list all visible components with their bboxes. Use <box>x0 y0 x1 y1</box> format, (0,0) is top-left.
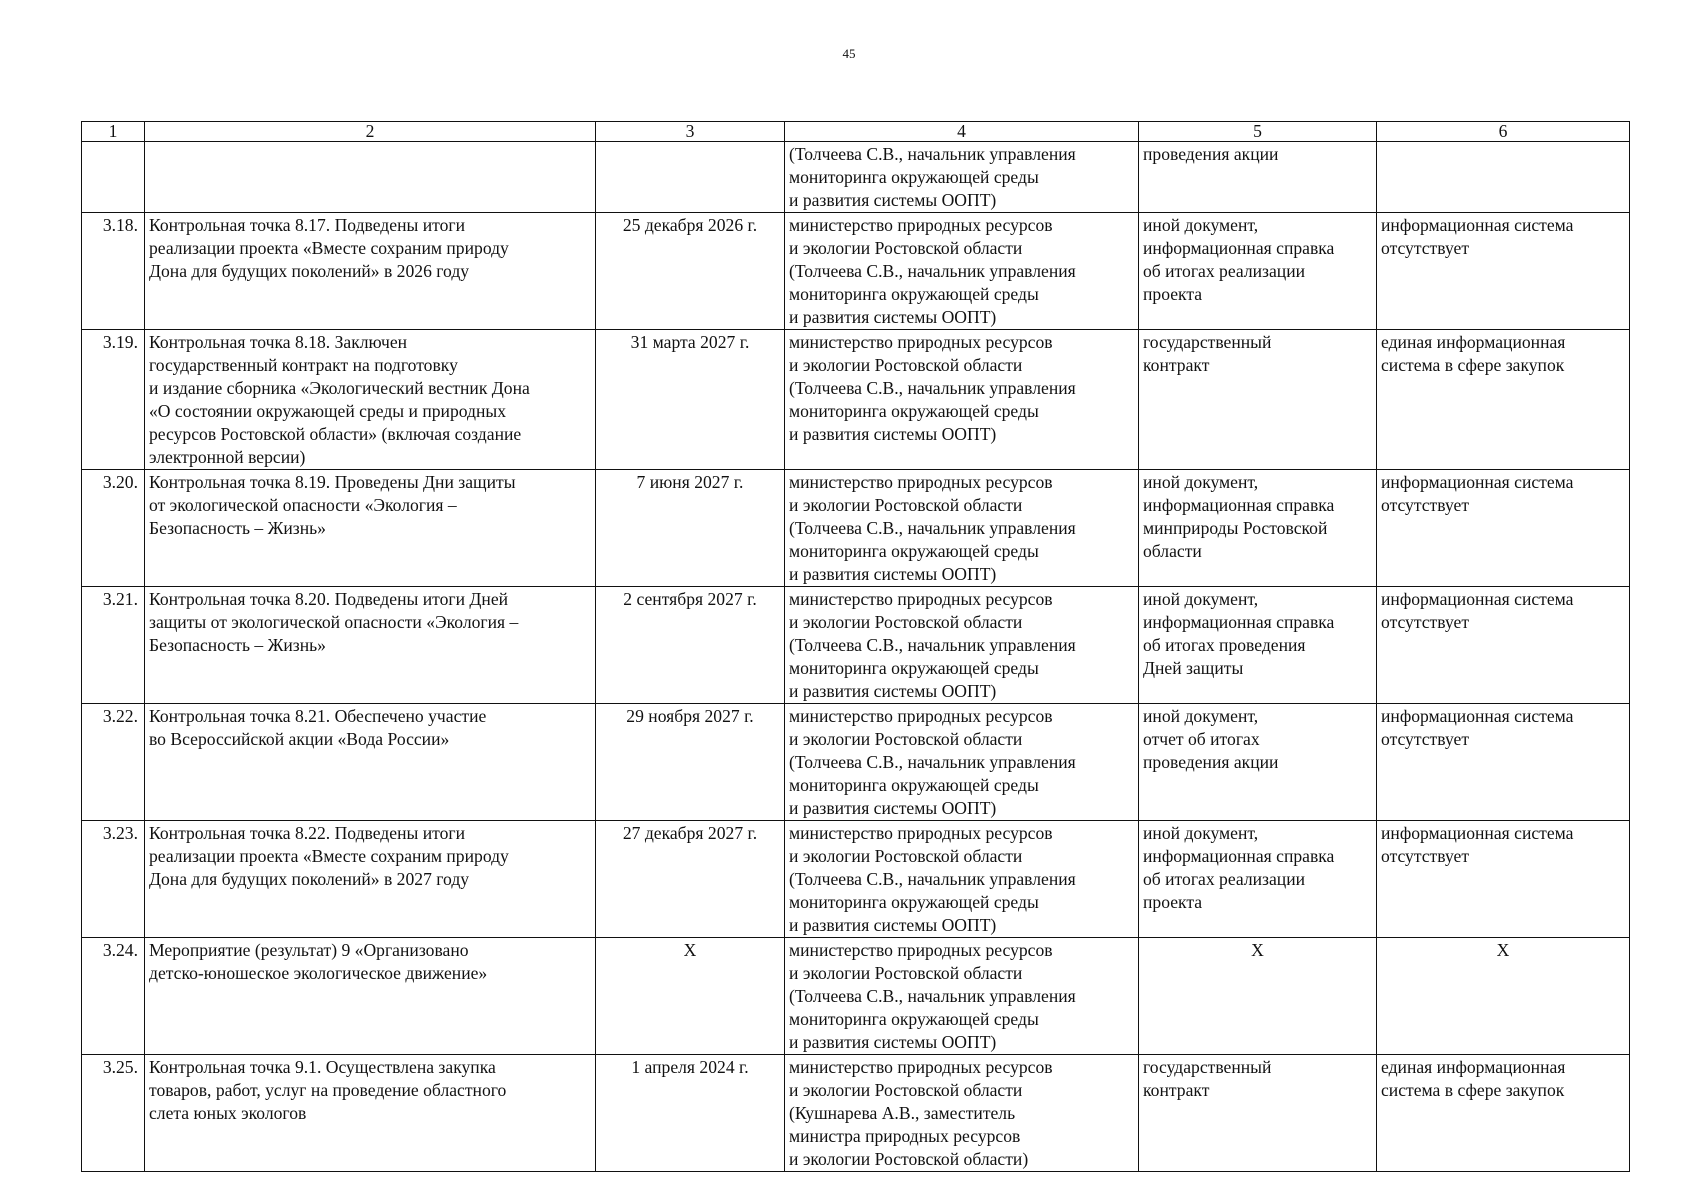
row-number <box>82 142 145 213</box>
row-number: 3.20. <box>82 470 145 587</box>
row-document: иной документ, отчет об итогах проведения акции <box>1139 704 1377 821</box>
row-name: Контрольная точка 8.22. Подведены итоги реализации проекта «Вместе сохраним природу Дона для будущих поколений» в 2027 году <box>145 821 596 938</box>
row-date: 27 декабря 2027 г. <box>596 821 785 938</box>
row-system <box>1377 142 1630 213</box>
row-responsible: министерство природных ресурсов и экологии Ростовской области (Толчеева С.В., начальник управления мониторинга окружающей среды и развития системы ООПТ) <box>785 938 1139 1055</box>
row-system: единая информационная система в сфере закупок <box>1377 1055 1630 1172</box>
row-document: иной документ, информационная справка об итогах реализации проекта <box>1139 821 1377 938</box>
row-number: 3.22. <box>82 704 145 821</box>
row-name <box>145 142 596 213</box>
row-name: Контрольная точка 8.17. Подведены итоги реализации проекта «Вместе сохраним природу Дона для будущих поколений» в 2026 году <box>145 213 596 330</box>
row-system: информационная система отсутствует <box>1377 213 1630 330</box>
row-system: единая информационная система в сфере закупок <box>1377 330 1630 470</box>
row-name: Мероприятие (результат) 9 «Организовано детско-юношеское экологическое движение» <box>145 938 596 1055</box>
table-row <box>82 1055 1630 1172</box>
row-date: Х <box>596 938 785 1055</box>
row-document: Х <box>1139 938 1377 1055</box>
row-responsible: министерство природных ресурсов и экологии Ростовской области (Толчеева С.В., начальник управления мониторинга окружающей среды и развития системы ООПТ) <box>785 213 1139 330</box>
row-responsible: министерство природных ресурсов и экологии Ростовской области (Толчеева С.В., начальник управления мониторинга окружающей среды и развития системы ООПТ) <box>785 330 1139 470</box>
row-system: информационная система отсутствует <box>1377 470 1630 587</box>
row-number: 3.23. <box>82 821 145 938</box>
row-name: Контрольная точка 8.20. Подведены итоги Дней защиты от экологической опасности «Экология – Безопасность – Жизнь» <box>145 587 596 704</box>
row-system: Х <box>1377 938 1630 1055</box>
row-name: Контрольная точка 8.19. Проведены Дни защиты от экологической опасности «Экология – Безопасность – Жизнь» <box>145 470 596 587</box>
control-points-table <box>81 121 1630 1172</box>
row-date: 31 марта 2027 г. <box>596 330 785 470</box>
row-name: Контрольная точка 9.1. Осуществлена закупка товаров, работ, услуг на проведение областного слета юных экологов <box>145 1055 596 1172</box>
row-number: 3.19. <box>82 330 145 470</box>
row-date: 1 апреля 2024 г. <box>596 1055 785 1172</box>
table-row <box>82 821 1630 938</box>
row-number: 3.21. <box>82 587 145 704</box>
column-header: 2 <box>145 122 596 142</box>
row-date <box>596 142 785 213</box>
row-number: 3.18. <box>82 213 145 330</box>
table-row <box>82 470 1630 587</box>
row-date: 2 сентября 2027 г. <box>596 587 785 704</box>
row-number: 3.24. <box>82 938 145 1055</box>
row-document: государственный контракт <box>1139 330 1377 470</box>
row-document: иной документ, информационная справка об итогах проведения Дней защиты <box>1139 587 1377 704</box>
row-responsible: министерство природных ресурсов и экологии Ростовской области (Кушнарева А.В., заместитель министра природных ресурсов и экологии Ростовской области) <box>785 1055 1139 1172</box>
column-header: 1 <box>82 122 145 142</box>
row-document: иной документ, информационная справка минприроды Ростовской области <box>1139 470 1377 587</box>
table-row <box>82 587 1630 704</box>
row-date: 7 июня 2027 г. <box>596 470 785 587</box>
row-document: проведения акции <box>1139 142 1377 213</box>
row-date: 29 ноября 2027 г. <box>596 704 785 821</box>
row-system: информационная система отсутствует <box>1377 587 1630 704</box>
table-row <box>82 330 1630 470</box>
row-responsible: (Толчеева С.В., начальник управления мониторинга окружающей среды и развития системы ООПТ) <box>785 142 1139 213</box>
row-name: Контрольная точка 8.21. Обеспечено участие во Всероссийской акции «Вода России» <box>145 704 596 821</box>
table-row <box>82 142 1630 213</box>
row-responsible: министерство природных ресурсов и экологии Ростовской области (Толчеева С.В., начальник управления мониторинга окружающей среды и развития системы ООПТ) <box>785 704 1139 821</box>
row-name: Контрольная точка 8.18. Заключен государственный контракт на подготовку и издание сборника «Экологический вестник Дона «О состоянии окружающей среды и природных ресурсов Ростовской области» (включая создание электронной версии) <box>145 330 596 470</box>
column-header: 5 <box>1139 122 1377 142</box>
row-document: государственный контракт <box>1139 1055 1377 1172</box>
row-responsible: министерство природных ресурсов и экологии Ростовской области (Толчеева С.В., начальник управления мониторинга окружающей среды и развития системы ООПТ) <box>785 470 1139 587</box>
table-row <box>82 704 1630 821</box>
row-system: информационная система отсутствует <box>1377 821 1630 938</box>
page-number: 45 <box>842 46 856 61</box>
table-row <box>82 213 1630 330</box>
row-responsible: министерство природных ресурсов и экологии Ростовской области (Толчеева С.В., начальник управления мониторинга окружающей среды и развития системы ООПТ) <box>785 821 1139 938</box>
row-date: 25 декабря 2026 г. <box>596 213 785 330</box>
table-row <box>82 938 1630 1055</box>
column-header: 6 <box>1377 122 1630 142</box>
row-document: иной документ, информационная справка об итогах реализации проекта <box>1139 213 1377 330</box>
row-number: 3.25. <box>82 1055 145 1172</box>
table-header-row <box>82 122 1630 142</box>
column-header: 3 <box>596 122 785 142</box>
row-responsible: министерство природных ресурсов и экологии Ростовской области (Толчеева С.В., начальник управления мониторинга окружающей среды и развития системы ООПТ) <box>785 587 1139 704</box>
column-header: 4 <box>785 122 1139 142</box>
row-system: информационная система отсутствует <box>1377 704 1630 821</box>
